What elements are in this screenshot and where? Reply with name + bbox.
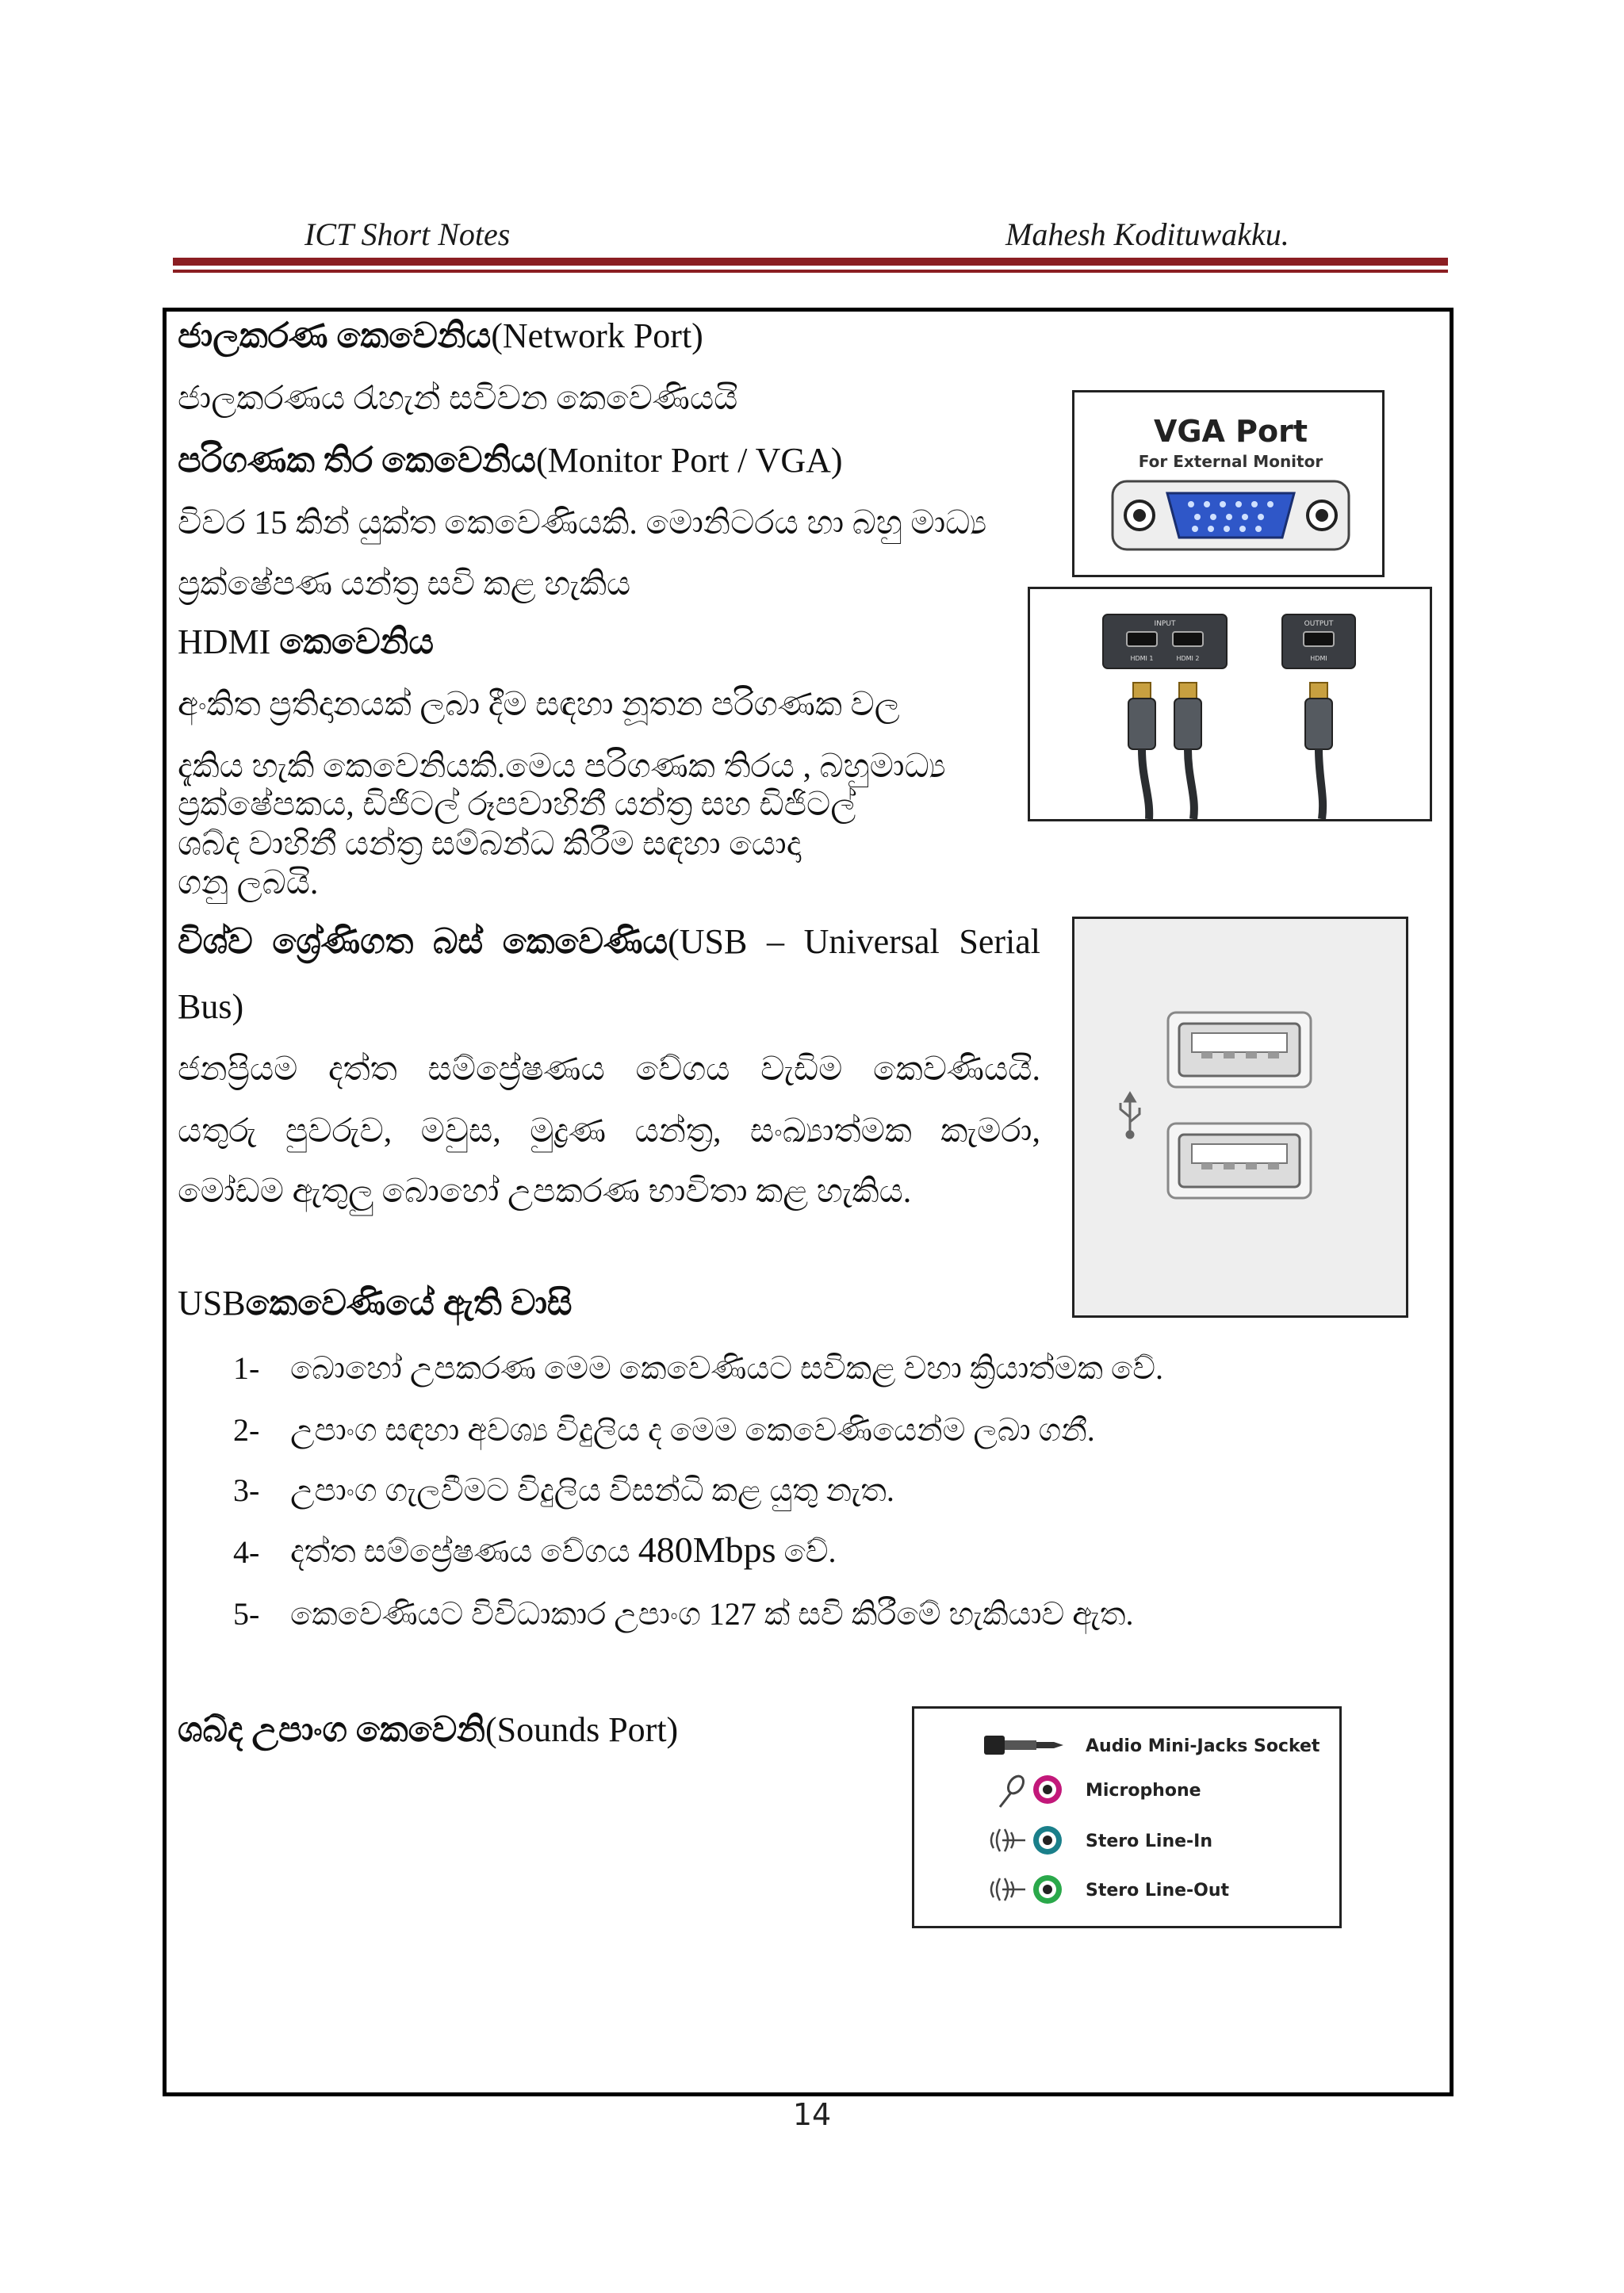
vga-port-desc-line1: විවර 15 කින් යුක්ත කෙවෙණියකි. මොනිටරය හා බහු මාධ්‍ය (178, 505, 987, 542)
usb-desc-line3: මෝඩම ඇතුලු බොහෝ උපකරණ භාවිතා කළ හැකිය. (178, 1173, 912, 1210)
vga-image-title: VGA Port (1153, 414, 1308, 449)
legend-label-mic: Microphone (1086, 1781, 1201, 1801)
sound-port-image (912, 1706, 1342, 1928)
sound-port-title-en: (Sounds Port) (485, 1710, 679, 1749)
list-item: උපාංග ගැලවීමට විදුලිය විසන්ධි කළ යුතු නැත. (290, 1472, 894, 1508)
usb-desc-line1: ජනප්‍රියම දත්ත සම්ප්‍රේෂණය වේගය වැඩිම කෙවණියයි. (178, 1051, 1040, 1088)
hdmi-cable-icon (1174, 683, 1201, 819)
usb-speed-value: 480Mbps (638, 1529, 776, 1570)
list-item-number: 5- (233, 1596, 260, 1632)
network-port-desc: ජාලකරණය රැහැන් සවිවන කෙවෙණියයි (178, 381, 738, 417)
usb-heading-line2: Bus) (178, 987, 244, 1026)
list-item: කෙවෙණියට විවිධාකාර උපාංග 127 ක් සවි කිරීමේ හැකියාව ඇත. (290, 1596, 1134, 1632)
hdmi-out-label: HDMI (1310, 655, 1327, 662)
hdmi-port-image (1028, 587, 1432, 821)
legend-label-line-in: Stero Line-In (1086, 1832, 1213, 1851)
header-author: Mahesh Kodituwakku. (1005, 216, 1289, 252)
sound-port-title-si: ශබ්ද උපාංග කෙවෙනි (178, 1710, 485, 1749)
network-port-title-si: ජාලකරණ කෙවෙනිය (178, 316, 492, 355)
header-rule (173, 258, 1448, 266)
page-number: 14 (792, 2097, 832, 2132)
usb-heading (178, 921, 1040, 963)
header-left-title: ICT Short Notes (304, 216, 511, 252)
hdmi-desc-line4: ශබ්ද වාහිනී යන්ත්‍ර සම්බන්ධ කිරීම සඳහා යොදා (178, 826, 802, 863)
legend-label-jack: Audio Mini-Jacks Socket (1086, 1736, 1320, 1756)
usb-socket-icon (1168, 1013, 1311, 1087)
usb-desc-line2: යතුරු පුවරුව, මවුස, මුද්‍රණ යන්ත්‍ර, සංඛ්‍යාත්මක කැමරා, (178, 1113, 1040, 1150)
hdmi-desc-line5: ගනු ලබයි. (178, 865, 319, 902)
list-item: බොහෝ උපකරණ මෙම කෙවෙණියට සවිකළ වහා ක්‍රියාත්මක වේ. (290, 1350, 1163, 1386)
microphone-icon (1000, 1774, 1026, 1807)
hdmi-output-label: OUTPUT (1304, 620, 1334, 628)
hdmi-desc-line1: අංකිත ප්‍රතිදානයක් ලබා දීම සඳහා නූතන පරිගණක වල (178, 687, 900, 723)
legend-label-line-out: Stero Line-Out (1086, 1881, 1230, 1901)
usb-advantages-title-si: කෙවෙණියේ ඇති වාසි (245, 1284, 573, 1323)
list-item-text-end: වේ. (776, 1533, 837, 1569)
usb-advantages-title-en: USB (178, 1284, 246, 1323)
vga-port-title-si: පරිගණක තිර කෙවෙනිය (178, 441, 536, 480)
hdmi2-label: HDMI 2 (1176, 655, 1200, 662)
header-rule-thin (173, 270, 1448, 273)
vga-port-illustration (1074, 392, 1385, 577)
hdmi1-label: HDMI 1 (1130, 655, 1154, 662)
hdmi-cable-icon (1305, 683, 1332, 819)
hdmi-cable-icon (1128, 683, 1155, 819)
list-item-number: 4- (233, 1534, 260, 1570)
hdmi-desc-line3: ප්‍රක්ෂේපකය, ඩිජිටල් රූපවාහිනී යන්ත්‍ර සහ ඩිජිටල් (178, 787, 856, 823)
hdmi-input-label: INPUT (1154, 620, 1176, 628)
hdmi-socket-icon (1304, 632, 1334, 646)
usb-title-en: (USB – Universal Serial (668, 922, 1040, 961)
hdmi-title-en: HDMI (178, 622, 280, 661)
usb-advantages-heading (178, 1283, 573, 1325)
hdmi-socket-icon (1127, 632, 1157, 646)
network-port-title-en: (Network Port) (491, 316, 703, 355)
vga-port-heading (178, 440, 843, 482)
hdmi-port-illustration (1030, 589, 1432, 821)
vga-port-title-en: (Monitor Port / VGA) (535, 441, 843, 480)
usb-port-image (1072, 917, 1408, 1318)
sound-port-heading (178, 1709, 678, 1751)
hdmi-socket-icon (1173, 632, 1203, 646)
hdmi-title-si: කෙවෙනිය (279, 622, 434, 661)
vga-image-subtitle: For External Monitor (1138, 452, 1323, 471)
vga-port-desc-line2: ප්‍රක්ෂේපණ යන්ත්‍ර සවි කළ හැකිය (178, 566, 631, 603)
hdmi-heading (178, 622, 434, 664)
network-port-heading (178, 316, 703, 358)
line-out-icon (991, 1878, 1025, 1901)
usb-port-illustration (1074, 919, 1408, 1318)
usb-title-si: විශ්ව ශ්‍රේණිගත බස් කෙවෙණිය (178, 922, 668, 961)
list-item: උපාංග සඳහා අවශ්‍ය විදුලිය ද මෙම කෙවෙණියෙන්ම ලබා ගනී. (290, 1412, 1095, 1448)
jack-plug-icon (984, 1736, 1063, 1755)
list-item-number: 1- (233, 1350, 260, 1386)
hdmi-desc-line2: දැකිය හැකි කෙවෙනියකි.මෙය පරිගණක තිරය , බහුමාධ්‍ය (178, 748, 946, 785)
list-item (290, 1529, 837, 1571)
list-item-number: 3- (233, 1472, 260, 1508)
vga-port-image (1072, 390, 1385, 577)
usb-socket-icon (1168, 1124, 1311, 1198)
line-in-icon (991, 1829, 1025, 1851)
list-item-number: 2- (233, 1412, 260, 1448)
sound-port-legend (914, 1709, 1342, 1928)
list-item-text: දත්ත සම්ප්‍රේෂණය වේගය (290, 1533, 638, 1569)
